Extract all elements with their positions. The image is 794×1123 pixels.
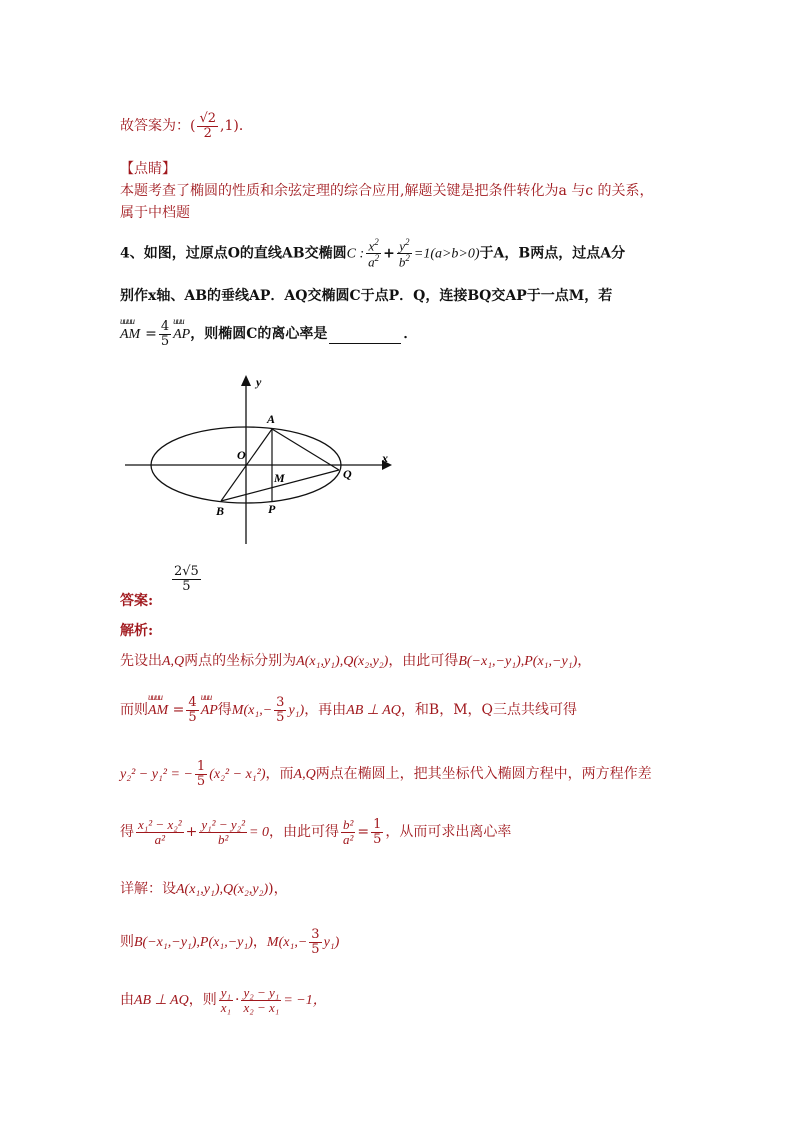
analysis-line-3: y₂² − y₁² = − $\frac{1}{5}$ (x₂² − x₁²)，而A,Q两点在椭圆上，把其坐标代入椭圆方程中，两方程作差	[120, 759, 652, 789]
analysis-heading: 解析:	[120, 623, 154, 639]
label-q: Q	[343, 467, 352, 481]
fraction: $\frac{√2}{2}$	[199, 111, 217, 141]
analysis-line-2: 而则AM uuuu = $\frac{4}{5}$ AP uuu 得M(x₁,− $\frac{3}{5}$ y₁)，再由AB ⊥ AQ，和B，M，Q三点共线可得	[120, 692, 578, 725]
answer-blank[interactable]	[329, 343, 401, 344]
problem-line-3: AM uuuu = $\frac{4}{5}$ AP uuu ，则椭圆C的离心率是 ．	[120, 316, 418, 349]
detail-line-1: 详解：设A(x₁,y₁),Q(x₂,y₂))，	[120, 881, 288, 897]
y-axis-arrow	[241, 375, 251, 386]
answer-line: 故答案为：( $\frac{√2}{2}$ ,1)．	[120, 111, 253, 141]
problem-line-1: 4、如图，过原点O的直线AB交椭圆C : $\frac{x^2}{a^2}$ + $\frac{y^2}{b^2}$ =1(a>b>0)于A，B两点，过点A分	[120, 237, 626, 270]
label-a: A	[267, 412, 276, 426]
detail-line-3: 由AB ⊥ AQ，则 $\frac{\text{y₁}}{\text{x₁}}$ · $\frac{\text{y₂ − y₁}}{\text{x₂ − x₁}}$ = −1，	[120, 985, 327, 1015]
analysis-line-1: 先设出A,Q两点的坐标分别为A(x₁,y₁),Q(x₂,y₂)，由此可得B(−x₁,−y₁),P(x₁,−y₁)，	[120, 653, 592, 669]
label-o: O	[237, 448, 246, 462]
ellipse-figure	[120, 372, 400, 552]
comment-heading: 【点睛】	[120, 161, 176, 177]
label-p: P	[268, 502, 276, 516]
answer-label: 故答案为：	[120, 118, 190, 135]
label-x: x	[382, 451, 388, 465]
answer-value: $\frac{2√5}{5}$	[174, 564, 199, 594]
comment-line-1: 本题考查了椭圆的性质和余弦定理的综合应用,解题关键是把条件转化为a 与c 的关系，	[120, 183, 654, 199]
label-m: M	[274, 471, 285, 485]
label-b: B	[216, 504, 225, 518]
answer-label: 答案:	[120, 593, 154, 609]
detail-line-2: 则B(−x₁,−y₁),P(x₁,−y₁)，M(x₁,− $\frac{3}{5}$ y₁)	[120, 927, 340, 957]
analysis-line-4: 得 $\frac{\text{x₁² − x₂²}}{\text{a²}}$ + $\frac{\text{y₁² − y₂²}}{\text{b²}}$ = 0，由此可得 $\frac{\text{b²}}{\text{a²}}$ = $\frac{1}{5}$ ，从而可求出离心率	[120, 817, 512, 847]
problem-line-2: 别作x轴、AB的垂线AP．AQ交椭圆C于点P．Q，连接BQ交AP于一点M，若	[120, 288, 613, 304]
comment-line-2: 属于中档题	[120, 205, 190, 221]
label-y: y	[256, 375, 262, 389]
